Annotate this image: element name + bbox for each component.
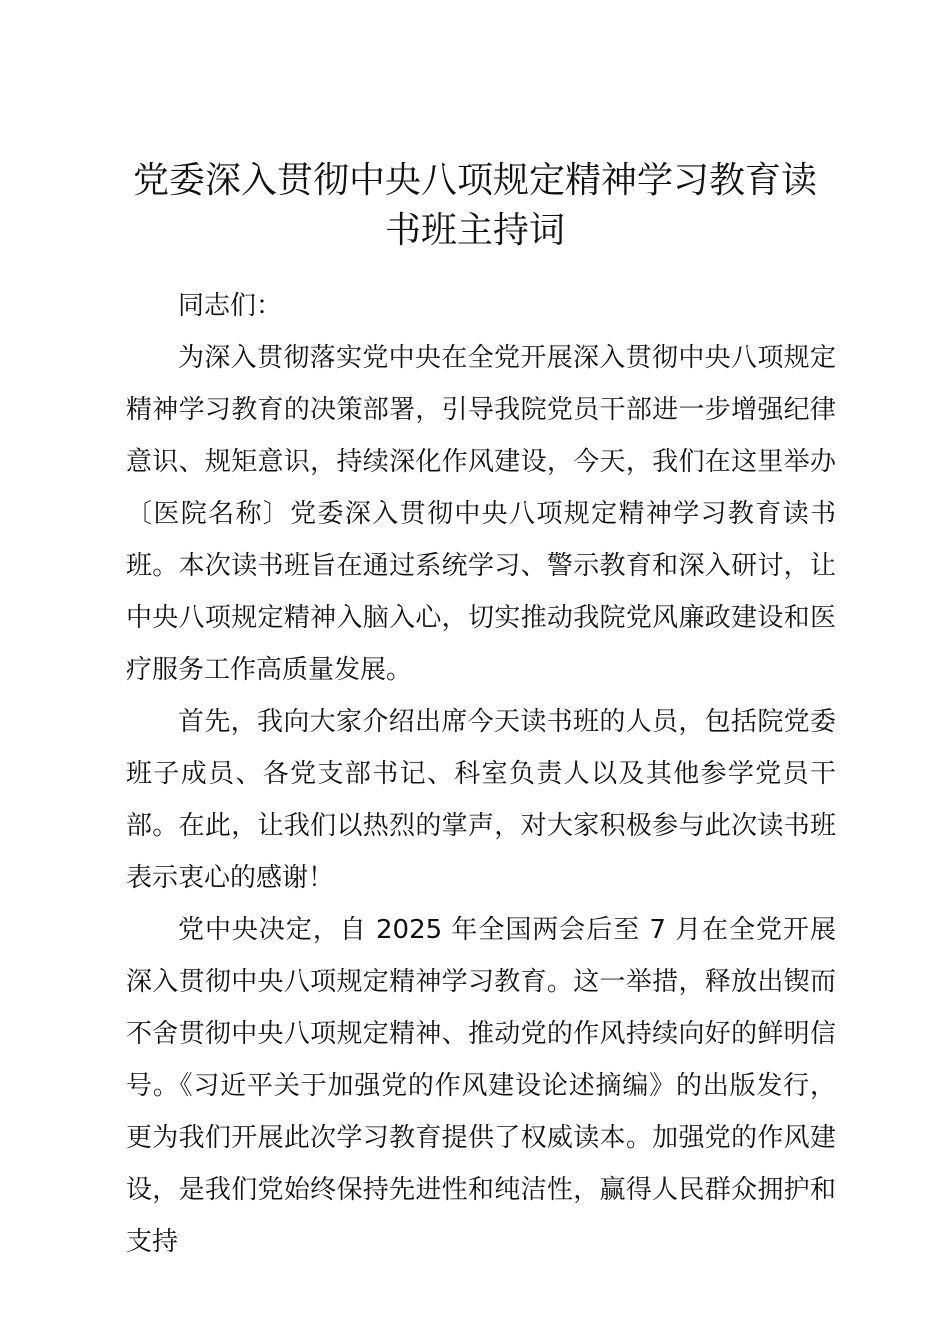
paragraph-2: 首先，我向大家介绍出席今天读书班的人员，包括院党委班子成员、各党支部书记、科室负责人以及其他参学党员干部。在此，让我们以热烈的掌声，对大家积极参与此次读书班表示衷心的感谢！ [126,707,836,893]
paragraph-3: 党中央决定，自 2025 年全国两会后至 7 月在全党开展深入贯彻中央八项规定精神学习教育。这一举措，释放出锲而不舍贯彻中央八项规定精神、推动党的作风持续向好的鲜明信号。《习近平关于加强党的作风建设论述摘编》的出版发行，更为我们开展此次学习教育提供了权威读本。加强党的作风建设，是我们党始终保持先进性和纯洁性，赢得人民群众拥护和支持 [126,915,836,1257]
paragraph-1: 为深入贯彻落实党中央在全党开展深入贯彻中央八项规定精神学习教育的决策部署，引导我院党员干部进一步增强纪律意识、规矩意识，持续深化作风建设，今天，我们在这里举办〔医院名称〕党委深入贯彻中央八项规定精神学习教育读书班。本次读书班旨在通过系统学习、警示教育和深入研讨，让中央八项规定精神入脑入心，切实推动我院党风廉政建设和医疗服务工作高质量发展。 [126,343,836,685]
document-body [126,280,836,1268]
document-title: 党委深入贯彻中央八项规定精神学习教育读书班主持词 [132,160,817,251]
salutation: 同志们： [178,291,283,321]
